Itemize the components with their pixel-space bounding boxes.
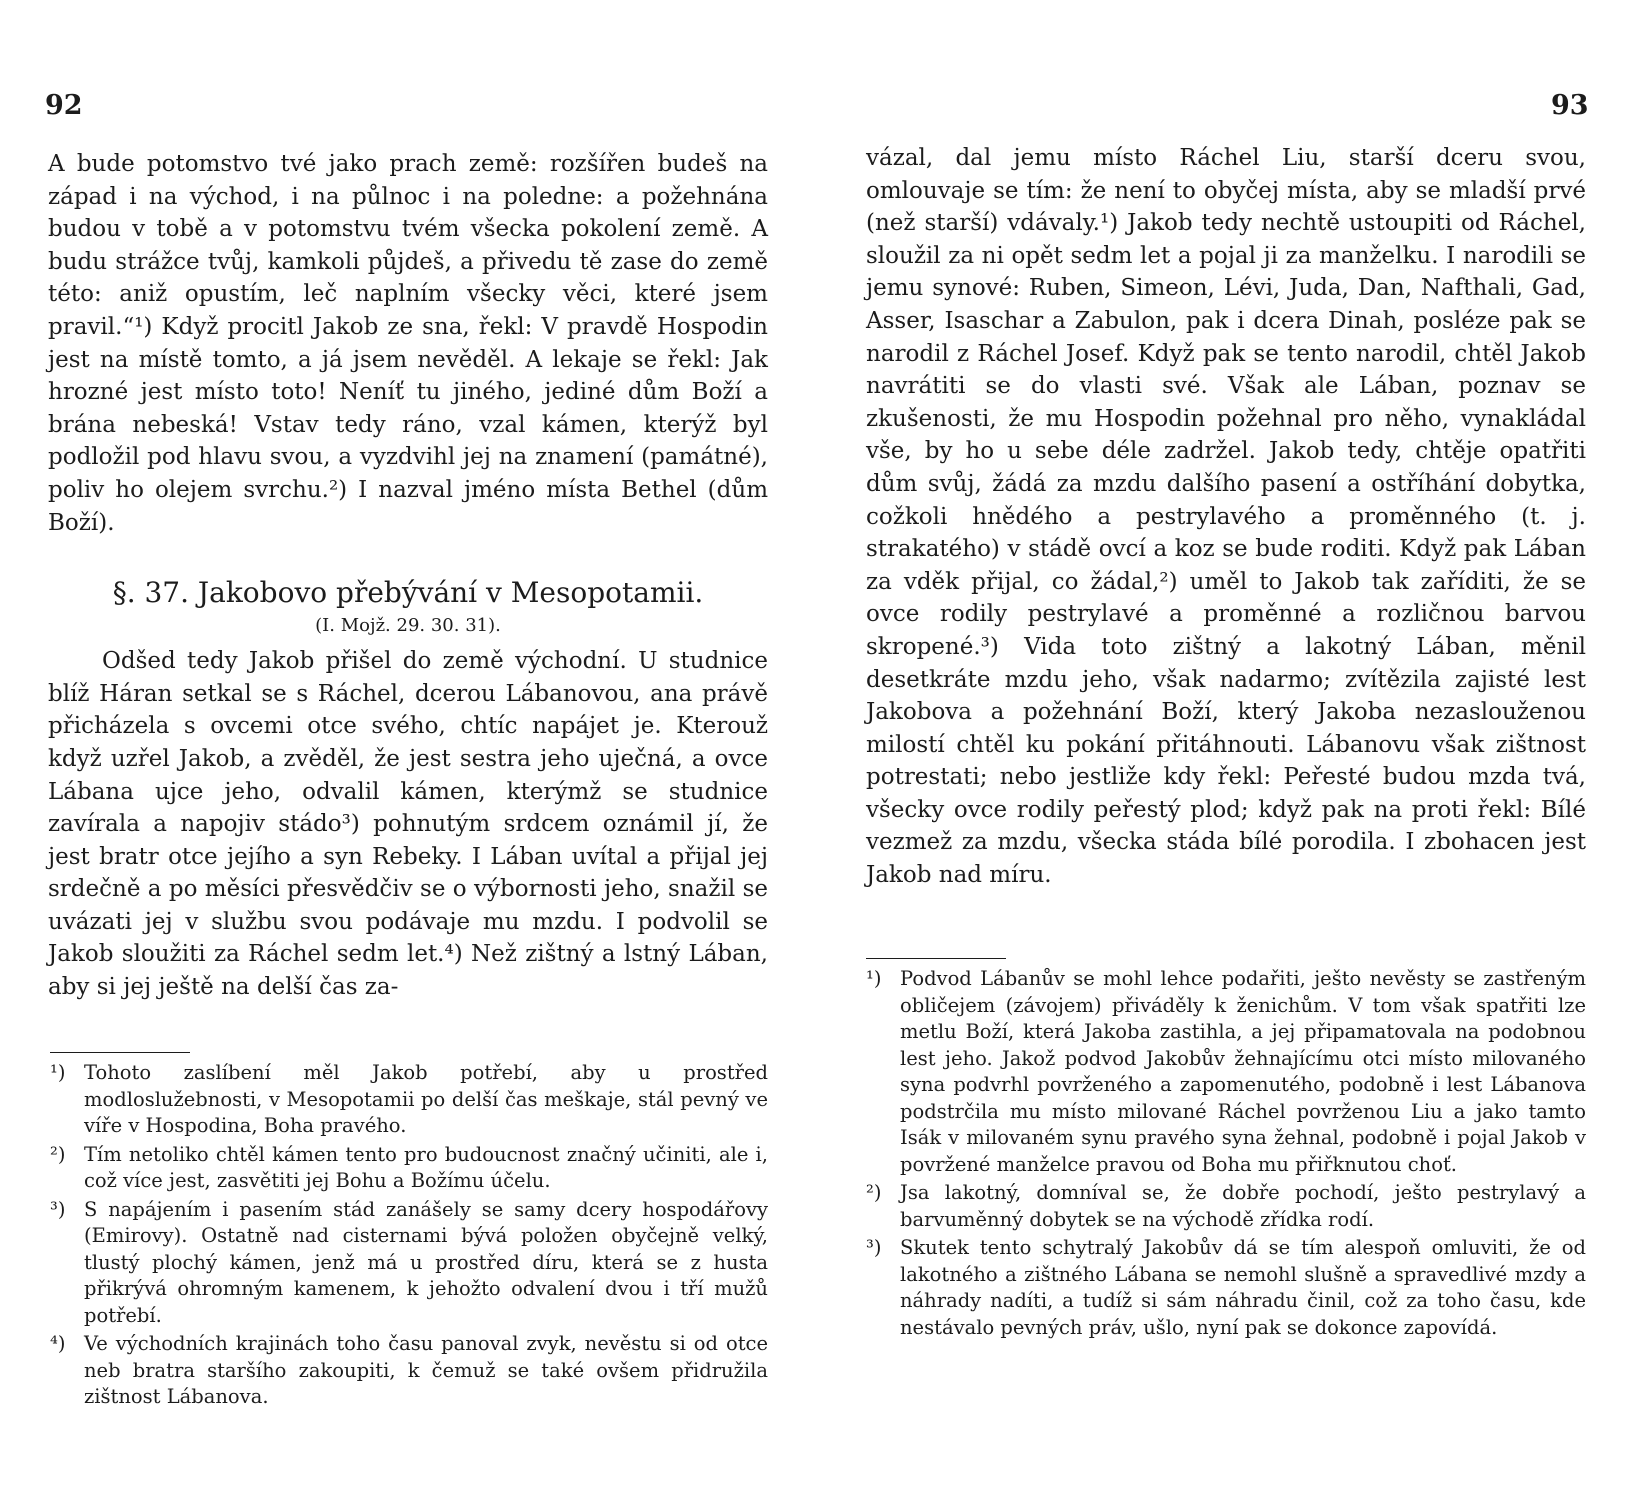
footnote [866, 1235, 1586, 1341]
section-heading: §. 37. Jakobovo přebývání v Mesopotamii. [112, 576, 704, 610]
main-text [866, 142, 1586, 892]
footnotes [866, 966, 1586, 1343]
footnote-mark: ¹) [866, 967, 882, 990]
page-number: 92 [45, 90, 83, 121]
footnote-mark: ³) [50, 1197, 66, 1221]
footnote [50, 1197, 768, 1330]
footnote-text: Skutek tento schytralý Jakobův dá se tím alespoň omluviti, že od lakotného a zištného Lábana se nemohl slušně a spravedlivé mzdy a náhrady nadíti, a tudíž si sám náhradu činil, což za toho času, kde nestávalo pevných práv, ušlo, nyní pak se dokonce zapovídá. [900, 1236, 1586, 1339]
footnote-text: Tím netoliko chtěl kámen tento pro budoucnost značný učiniti, ale i, což více jest, zasvětiti jej Bohu a Božímu účelu. [84, 1142, 768, 1192]
footnote [50, 1331, 768, 1411]
footnote-rule [866, 958, 1006, 959]
paragraph: A bude potomstvo tvé jako prach země: rozšířen budeš na západ i na východ, i na půlnoc i na poledne: a požehnána budou v tobě a v potomstvu tvém všecka pokolení země. A budu strážce tvůj, kamkoli půjdeš, a přivedu tě zase do země této: aniž opustím, leč naplním všecky věci, které jsem pravil.“¹) Když procitl Jakob ze sna, řekl: V pravdě Hospodin jest na místě tomto, a já jsem nevěděl. A lekaje se řekl: Jak hrozné jest místo toto! Neníť tu jiného, jediné dům Boží a brána nebeská! Vstav tedy ráno, vzal kámen, kterýž byl podložil pod hlavu svou, a vyzdvihl jej na znamení (památné), poliv ho olejem svrchu.²) I nazval jméno místa Bethel (dům Boží). [48, 151, 768, 536]
page-number: 93 [1551, 90, 1589, 121]
footnote-rule [50, 1052, 190, 1053]
footnote-mark: ⁴) [50, 1332, 66, 1355]
footnote-text: Jsa lakotný, domníval se, že dobře pochodí, ješto pestrylavý a barvuměnný dobytek se na východě zřídka rodí. [900, 1181, 1586, 1231]
footnote [866, 1180, 1586, 1233]
right-page [815, 0, 1630, 1500]
footnote [866, 966, 1586, 1178]
footnote-mark: ²) [866, 1181, 882, 1204]
paragraph: vázal, dal jemu místo Ráchel Liu, starší dceru svou, omlouvaje se tím: že není to obyčej místa, aby se mladší prvé (než starší) vdávaly.¹) Jakob tedy nechtě ustoupiti od Ráchel, sloužil za ni opět sedm let a pojal ji za manželku. I narodili se jemu synové: Ruben, Simeon, Lévi, Juda, Dan, Nafthali, Gad, Asser, Isaschar a Zabulon, pak i dcera Dinah, posléze pak se narodil z Ráchel Josef. Když pak se tento narodil, chtěl Jakob navrátiti se do vlasti své. Však ale Lában, poznav se zkušenosti, že mu Hospodin požehnal pro něho, vynakládal vše, by ho u sebe déle zadržel. Jakob tedy, chtěje opatřiti dům svůj, žádá za mzdu dalšího pasení a ostříhání dobytka, cožkoli hnědého a pestrylavého a proměnného (t. j. strakatého) v stádě ovcí a koz se bude roditi. Když pak Lában za vděk přijal, co žádal,²) uměl to Jakob tak zaříditi, že se ovce rodily pestrylavé a proměnné a rozličnou barvou skropené.³) Vida toto zištný a lakotný Lában, měnil desetkráte mzdu jeho, však nadarmo; zvítězila zajisté lest Jakobova a požehnání Boží, který Jakoba nezaslouženou milostí chtěl ku pokání přitáhnouti. Lábanovu však zištnost potrestati; nebo jestliže kdy řekl: Peřesté budou mzda tvá, všecky ovce rodily peřestý plod; když pak na proti řekl: Bílé vezmež za mzdu, všecka stáda bílé porodila. I zbohacen jest Jakob nad míru. [866, 145, 1586, 889]
footnote-mark: ³) [866, 1236, 882, 1259]
footnote-text: Tohoto zaslíbení měl Jakob potřebí, aby u prostřed modloslužebnosti, v Mesopotamii po delší čas meškaje, stál pevný ve víře v Hospodina, Boha pravého. [84, 1061, 768, 1137]
footnote-text: S napájením i pasením stád zanášely se samy dcery hospodářovy (Emirovy). Ostatně nad cisternami bývá položen obyčejně velký, tlustý plochý kámen, jenž má u prostřed díru, která se z husta přikrývá ohromným kamenem, k jehožto odvalení dvou i tří mužů potřebí. [84, 1197, 768, 1327]
footnote-mark: ¹) [50, 1061, 66, 1084]
footnote-text: Podvod Lábanův se mohl lehce podařiti, ješto nevěsty se zastřeným obličejem (závojem) přiváděly k ženichům. V tom však spatřiti lze metlu Boží, která Jakoba zastihla, a jej připamatovala na podobnou lest jeho. Jakož podvod Jakobův žehnajícímu otci místo milovaného syna podvrhl povrženého a zapomenutého, podobně i lest Lábanova podstrčila mu místo milované Ráchel povrženou Liu a jako tamto Isák v milovaném synu pravého syna žehnal, podobně i pojal Jakob v povržené manželce pravou od Boha mu přiřknutou choť. [900, 967, 1586, 1176]
footnote [50, 1060, 768, 1140]
footnote [50, 1142, 768, 1195]
main-text [48, 148, 768, 1004]
footnote-text: Ve východních krajinách toho času panoval zvyk, nevěstu si od otce neb bratra staršího zakoupiti, k čemuž se také ovšem přidružila zištnost Lábanova. [84, 1332, 768, 1408]
footnotes [50, 1060, 768, 1413]
footnote-mark: ²) [50, 1142, 66, 1166]
paragraph: Odšed tedy Jakob přišel do země východní. U studnice blíž Háran setkal se s Ráchel, dcerou Lábanovou, ana právě přicházela s ovcemi otce svého, chtíc napájet je. Kterouž když uzřel Jakob, a zvěděl, že jest sestra jeho uječná, a ovce Lábana ujce jeho, odvalil kámen, kterýmž se studnice zavírala a napojiv stádo³) pohnutým srdcem oznámil jí, že jest bratr otce jejího a syn Rebeky. I Lában uvítal a přijal jej srdečně a po měsíci přesvědčiv se o výbornosti jeho, snažil se uvázati jej v službu svou podávaje mu mzdu. I podvolil se Jakob sloužiti za Ráchel sedm let.⁴) Než zištný a lstný Lában, aby si jej ještě na delší čas za- [48, 648, 768, 1001]
section-reference: (I. Mojž. 29. 30. 31). [315, 615, 501, 637]
